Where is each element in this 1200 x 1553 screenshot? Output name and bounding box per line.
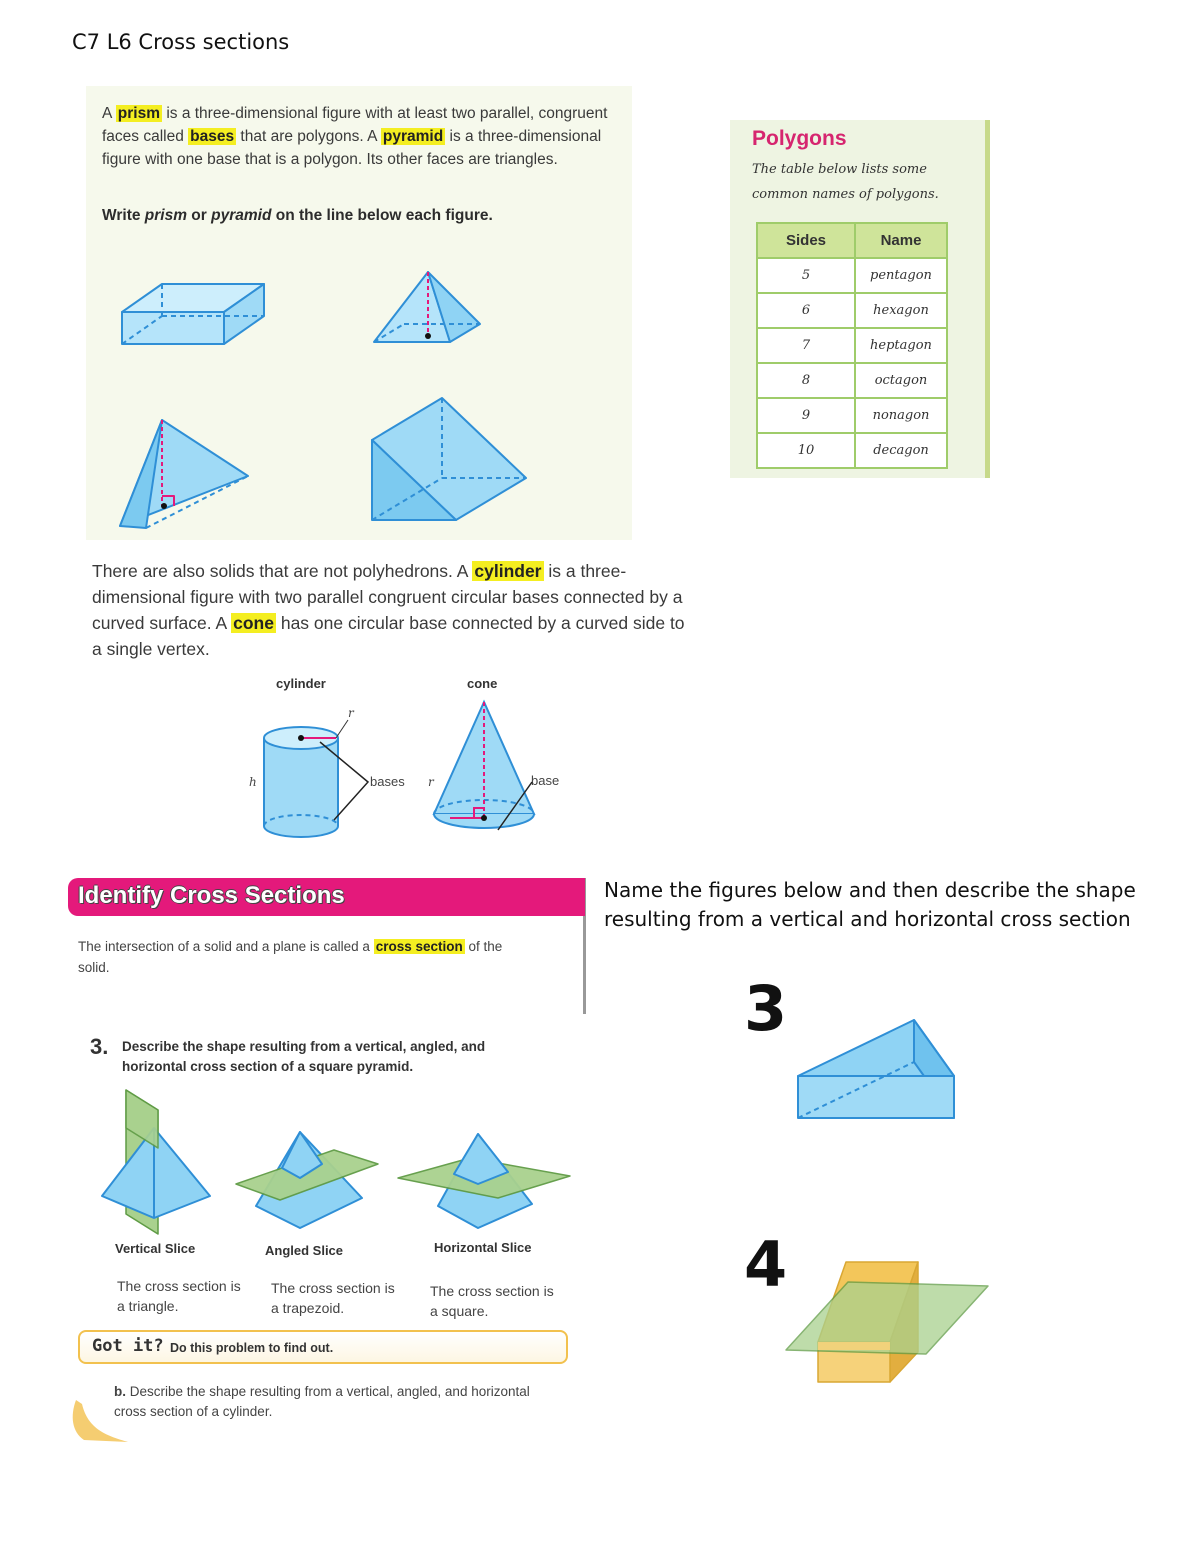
cone-figure (434, 702, 534, 830)
name-cell: heptagon (855, 328, 947, 363)
triangular-pyramid-figure (120, 420, 248, 528)
triangular-prism-figure (372, 398, 526, 520)
cylinder-cone-definition: There are also solids that are not polyhedrons. A cylinder is a three-dimensional figure with two parallel congruent circular bases connected by a curved surface. A cone has one circular base connected by a curved side to a single vertex. (92, 561, 685, 659)
angled-slice-desc: The cross section is a trapezoid. (271, 1280, 395, 1316)
bases-label: bases (370, 774, 405, 789)
table-row (757, 293, 947, 328)
figure-instruction: Write prism or pyramid on the line below each figure. (102, 207, 493, 224)
term-cone: cone (233, 613, 274, 633)
table-row (757, 363, 947, 398)
sides-cell: 5 (757, 258, 855, 293)
naming-instruction: Name the figures below and then describe the shape resulting from a vertical and horizontal cross section (604, 878, 1136, 931)
term-bases: bases (190, 128, 235, 145)
angled-slice-figure (236, 1132, 378, 1228)
header-name: Name (855, 223, 947, 258)
got-it-title: Got it? (92, 1336, 164, 1356)
term-pyramid: pyramid (382, 128, 444, 145)
prism-pyramid-definition: A prism is a three-dimensional figure with at least two parallel, congruent faces called bases that are polygons. A pyramid is a three-dimensional figure with one base that is a polygon. Its other faces are triangles. (102, 105, 608, 168)
sides-cell: 9 (757, 398, 855, 433)
sides-cell: 8 (757, 363, 855, 398)
polyhedra-figures (86, 240, 632, 540)
polygons-table (756, 222, 948, 469)
cross-section-definition: The intersection of a solid and a plane is called a cross section of the solid. (78, 939, 503, 975)
polygons-subtitle: The table below lists some common names of polygons. (752, 162, 939, 202)
table-row (757, 258, 947, 293)
rectangular-prism-figure (122, 284, 264, 344)
practice-problem-b: b. Describe the shape resulting from a vertical, angled, and horizontal cross section of a cylinder. (114, 1384, 530, 1419)
cylinder-label: cylinder (276, 676, 326, 691)
example-prompt: Describe the shape resulting from a vertical, angled, and horizontal cross section of a square pyramid. (122, 1039, 486, 1074)
name-cell: nonagon (855, 398, 947, 433)
sides-cell: 7 (757, 328, 855, 363)
table-row (757, 398, 947, 433)
name-cell: pentagon (855, 258, 947, 293)
swoosh-decoration-icon (68, 1396, 138, 1448)
problem-number-4: 4 (744, 1228, 788, 1301)
square-pyramid-figure (374, 272, 480, 342)
term-prism: prism (117, 105, 161, 122)
name-cell: octagon (855, 363, 947, 398)
base-label: base (531, 773, 560, 788)
horizontal-slice-label: Horizontal Slice (434, 1240, 532, 1255)
sides-cell: 10 (757, 433, 855, 468)
horizontal-slice-figure (398, 1134, 570, 1228)
triangular-prism-problem-figure (790, 1012, 960, 1126)
name-cell: decagon (855, 433, 947, 468)
table-header-row (757, 223, 947, 258)
got-it-subtitle: Do this problem to find out. (170, 1341, 334, 1355)
horizontal-slice-desc: The cross section is a square. (430, 1283, 554, 1319)
angled-slice-label: Angled Slice (265, 1243, 344, 1258)
vertical-slice-desc: The cross section is a triangle. (117, 1278, 241, 1314)
rectangular-prism-slice-problem-figure (778, 1242, 998, 1390)
example-number: 3. (90, 1034, 109, 1059)
term-cylinder: cylinder (474, 561, 542, 581)
vertical-slice-figure (102, 1090, 210, 1234)
polygons-title: Polygons (752, 127, 847, 150)
cone-radius-label: r (428, 775, 434, 789)
cylinder-cone-figures (250, 690, 580, 850)
cylinder-height-label: h (249, 775, 257, 789)
document-title: C7 L6 Cross sections (72, 30, 290, 54)
header-sides: Sides (757, 223, 855, 258)
term-cross-section: cross section (375, 939, 463, 954)
cylinder-radius-label: r (348, 706, 354, 720)
table-row (757, 433, 947, 468)
identify-title: Identify Cross Sections (78, 882, 345, 909)
problem-number-3: 3 (744, 972, 788, 1045)
vertical-slice-label: Vertical Slice (115, 1241, 196, 1256)
sides-cell: 6 (757, 293, 855, 328)
pyramid-slices-figures (96, 1088, 576, 1236)
cone-label: cone (467, 676, 498, 691)
name-cell: hexagon (855, 293, 947, 328)
table-row (757, 328, 947, 363)
